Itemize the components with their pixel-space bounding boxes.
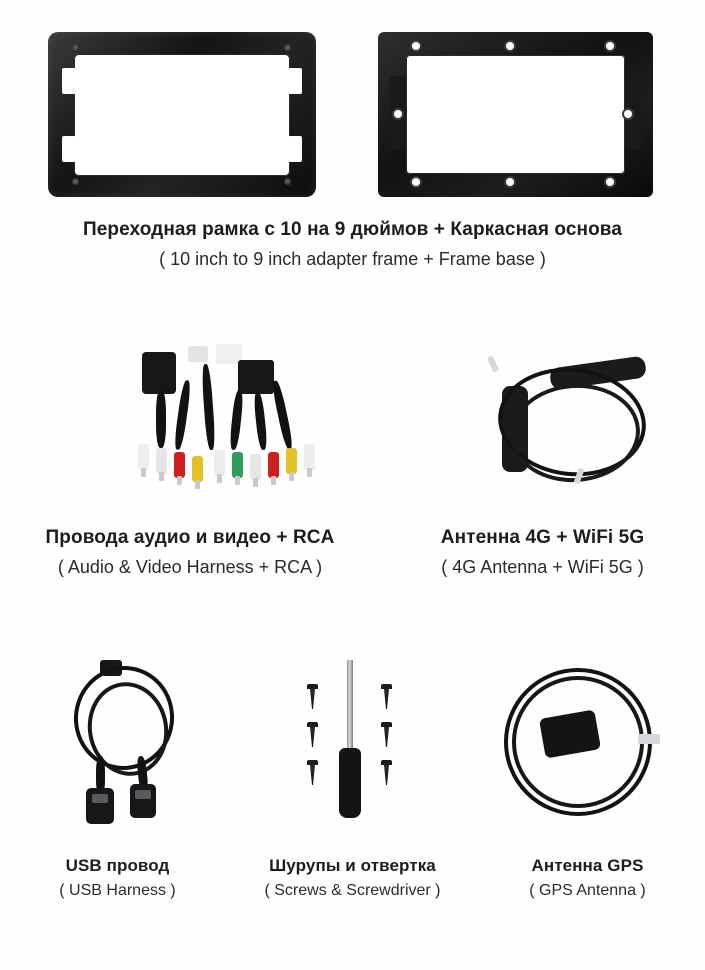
- gps-connector: [638, 734, 660, 744]
- rca-plug-yellow: [192, 456, 203, 482]
- screw: [381, 760, 392, 765]
- frame-base-hole: [412, 42, 420, 50]
- screw: [307, 722, 318, 727]
- frame-notch: [62, 68, 76, 94]
- caption-harness: [0, 526, 380, 579]
- caption-ru: Антенна 4G + WiFi 5G: [440, 527, 645, 548]
- caption-antenna: [380, 526, 705, 579]
- captions-accessories: [0, 855, 705, 902]
- caption-en: ( 10 inch to 9 inch adapter frame + Frame base ): [159, 248, 546, 269]
- frame-base-hole: [506, 42, 514, 50]
- screw: [384, 765, 389, 785]
- rca-plug-red: [268, 452, 279, 478]
- frame-notch: [62, 136, 76, 162]
- antenna-connector: [487, 355, 499, 372]
- screw: [310, 727, 315, 747]
- section-harness-antenna: [0, 330, 705, 600]
- rca-plug-red: [174, 452, 185, 478]
- screw: [310, 765, 315, 785]
- caption-en: ( GPS Antenna ): [529, 882, 646, 900]
- frame-base-hole: [606, 42, 614, 50]
- harness-wire: [253, 392, 268, 451]
- frame-base-window: [406, 55, 625, 174]
- frame-base-icon: [378, 32, 653, 197]
- harness-wire: [201, 364, 216, 450]
- screw: [384, 689, 389, 709]
- caption-screws: [235, 855, 470, 902]
- usb-port-slot: [92, 794, 108, 803]
- rca-plug-white: [250, 454, 261, 480]
- harness-wire: [271, 380, 294, 450]
- frame-screw-hole: [72, 178, 79, 185]
- rca-plug-white: [214, 450, 225, 476]
- caption-usb: [0, 855, 235, 902]
- harness-connector: [188, 346, 208, 362]
- caption-en: ( Screws & Screwdriver ): [264, 882, 441, 900]
- adapter-frame-icon: [48, 32, 316, 197]
- screw: [307, 684, 318, 689]
- gps-antenna-icon: [490, 660, 670, 830]
- frame-notch: [288, 68, 302, 94]
- frame-base-hole: [394, 110, 402, 118]
- rca-plug-green: [232, 452, 243, 478]
- caption-ru: Антенна GPS: [531, 856, 644, 875]
- rca-plug-white: [138, 444, 149, 470]
- harness-connector: [142, 352, 176, 394]
- screwdriver-shaft: [347, 660, 353, 752]
- 4g-wifi-antenna-icon: [480, 340, 670, 520]
- rca-plug-white: [156, 448, 167, 474]
- usb-port-slot: [135, 790, 151, 799]
- frames-image-row: [0, 24, 705, 204]
- caption-frames: [0, 218, 705, 271]
- adapter-frame-window: [74, 54, 290, 176]
- caption-en: ( USB Harness ): [59, 882, 176, 900]
- caption-ru: USB провод: [65, 856, 170, 875]
- frame-base-hole: [624, 110, 632, 118]
- frame-screw-hole: [72, 44, 79, 51]
- frame-notch: [288, 136, 302, 162]
- screw: [307, 760, 318, 765]
- harness-connector: [238, 360, 274, 394]
- caption-ru: Шурупы и отвертка: [269, 856, 436, 875]
- caption-en: ( Audio & Video Harness + RCA ): [57, 556, 323, 577]
- frame-screw-hole: [284, 44, 291, 51]
- caption-ru: Провода аудио и видео + RCA: [45, 527, 335, 548]
- screw: [381, 722, 392, 727]
- caption-ru: Переходная рамка с 10 на 9 дюймов + Каркасная основа: [82, 219, 623, 240]
- frame-base-hole: [606, 178, 614, 186]
- frame-screw-hole: [284, 178, 291, 185]
- frame-base-hole: [412, 178, 420, 186]
- audio-video-harness-icon: [120, 340, 410, 520]
- screw: [310, 689, 315, 709]
- screws-screwdriver-icon: [285, 660, 425, 830]
- frame-base-hole: [506, 178, 514, 186]
- rca-plug-white: [304, 444, 315, 470]
- screw: [384, 727, 389, 747]
- harness-wire: [156, 390, 166, 448]
- rca-plug-yellow: [286, 448, 297, 474]
- caption-gps: [470, 855, 705, 902]
- screwdriver-handle: [339, 748, 361, 818]
- harness-wire: [229, 390, 244, 451]
- usb-harness-icon: [60, 660, 240, 830]
- section-frames: [0, 0, 705, 300]
- screw: [381, 684, 392, 689]
- caption-en: ( 4G Antenna + WiFi 5G ): [441, 556, 644, 577]
